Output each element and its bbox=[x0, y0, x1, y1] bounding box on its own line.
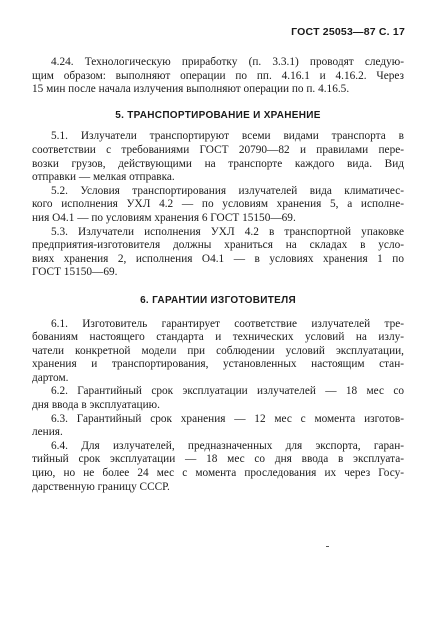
text-line: дня ввода в эксплуатацию. bbox=[32, 399, 160, 412]
text-line: 6.1. Изготовитель гарантирует соответствие излучателей тре- bbox=[51, 317, 404, 330]
text-line: виях хранения 2, исполнения О4.1 — в условиях хранения 1 по bbox=[32, 252, 404, 265]
paragraph-6-2 bbox=[32, 385, 404, 412]
text-line: отправки — мелкая отправка. bbox=[32, 171, 175, 184]
text-line: щим образом: выполняют операции по пп. 4.16.1 и 4.16.2. Через bbox=[32, 69, 404, 82]
section-6-heading: 6. ГАРАНТИИ ИЗГОТОВИТЕЛЯ bbox=[140, 294, 296, 306]
running-head: ГОСТ 25053—87 С. 17 bbox=[291, 26, 405, 38]
text-line: 6.3. Гарантийный срок хранения — 12 мес с момента изготов- bbox=[51, 412, 404, 425]
text-line: 15 мин после начала излучения выполняют операции по п. 4.16.5. bbox=[32, 83, 350, 96]
text-line: ГОСТ 15150—69. bbox=[32, 266, 118, 279]
paragraph-5-3 bbox=[32, 226, 404, 280]
text-line: 6.2. Гарантийный срок эксплуатации излучателей — 18 мес со bbox=[51, 385, 404, 398]
text-line: 5.1. Излучатели транспортируют всеми видами транспорта в bbox=[51, 130, 404, 143]
section-5-heading: 5. ТРАНСПОРТИРОВАНИЕ И ХРАНЕНИЕ bbox=[115, 109, 321, 121]
text-line: хранения и транспортирования, установленных настоящим стан- bbox=[32, 358, 404, 371]
paragraph-4-24 bbox=[32, 56, 404, 97]
text-line: соответствии с требованиями ГОСТ 20790—82 и правилами пере- bbox=[32, 143, 404, 156]
text-line: чатели конкретной модели при соблюдении условий эксплуатации, bbox=[32, 344, 404, 357]
paragraph-6-3 bbox=[32, 413, 404, 440]
text-line: дартом. bbox=[32, 371, 69, 384]
text-line: 6.4. Для излучателей, предназначенных для экспорта, гаран- bbox=[51, 439, 404, 452]
print-mark bbox=[326, 546, 329, 547]
paragraph-5-1 bbox=[32, 130, 404, 184]
text-line: дарственную границу СССР. bbox=[32, 480, 170, 493]
text-line: цию, но не более 24 мес с момента проследования их через Госу- bbox=[32, 467, 404, 480]
text-line: предприятия-изготовителя должны храниться на складах в усло- bbox=[32, 239, 404, 252]
text-line: возки грузов, действующими на транспорте каждого вида. Вид bbox=[32, 157, 404, 170]
text-line: 5.2. Условия транспортирования излучателей вида климатичес- bbox=[51, 184, 404, 197]
text-line: бованиям настоящего стандарта и технических условий на излу- bbox=[32, 331, 404, 344]
text-line: ния О4.1 — по условиям хранения 6 ГОСТ 15150—69. bbox=[32, 211, 296, 224]
paragraph-6-1 bbox=[32, 318, 404, 386]
text-line: тийный срок эксплуатации — 18 мес со дня ввода в эксплуата- bbox=[32, 453, 404, 466]
text-line: кого исполнения УХЛ 4.2 — по условиям хранения 5, а исполне- bbox=[32, 198, 404, 211]
text-line: 4.24. Технологическую приработку (п. 3.3.1) проводят следую- bbox=[51, 56, 404, 68]
paragraph-5-2 bbox=[32, 185, 404, 226]
text-line: ления. bbox=[32, 426, 63, 439]
paragraph-6-4 bbox=[32, 440, 404, 494]
text-line: 5.3. Излучатели исполнения УХЛ 4.2 в транспортной упаковке bbox=[51, 225, 404, 238]
page-body bbox=[32, 56, 404, 494]
